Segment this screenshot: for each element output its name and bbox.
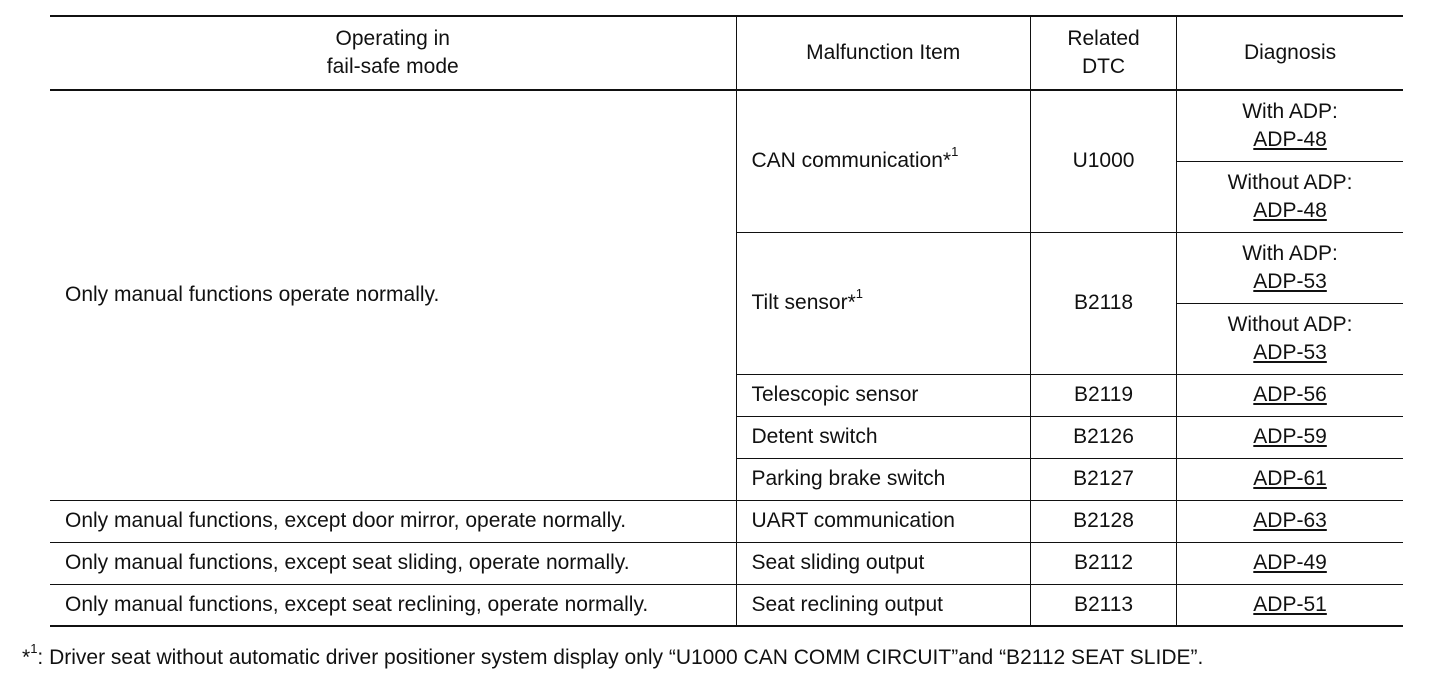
diag-cell-tilt-without-adp: [1177, 303, 1403, 374]
link-adp-49[interactable]: ADP-49: [1253, 551, 1327, 574]
item-cell-detent-switch: Detent switch: [736, 416, 1030, 458]
header-related-dtc-line2: DTC: [1081, 55, 1126, 78]
diag-cell-can-without-adp: [1177, 161, 1403, 232]
diag-cell-tilt-with-adp: [1177, 232, 1403, 303]
item-cell-uart-communication: UART communication: [736, 500, 1030, 542]
diag-cell-uart: [1177, 500, 1403, 542]
item-cell-seat-reclining-output: Seat reclining output: [736, 584, 1030, 626]
header-malfunction-item: Malfunction Item: [736, 16, 1030, 90]
dtc-cell-b2112: B2112: [1030, 542, 1176, 584]
footnote-text: : Driver seat without automatic driver positioner system display only “U1000 CAN COMM CIRCUIT”and “B2112 SEAT SLIDE”.: [37, 646, 1204, 669]
mode-cell-manual-only: Only manual functions operate normally.: [50, 90, 736, 500]
link-adp-53-without[interactable]: ADP-53: [1253, 340, 1327, 364]
item-tilt-text: Tilt sensor*: [751, 291, 856, 314]
header-diagnosis: Diagnosis: [1177, 16, 1403, 90]
table-row: [50, 584, 1403, 626]
link-adp-48-without[interactable]: ADP-48: [1253, 198, 1327, 222]
item-cell-tilt-sensor: [736, 232, 1030, 374]
diag-cell-can-with-adp: [1177, 90, 1403, 161]
diag-cell-detent: [1177, 416, 1403, 458]
header-related-dtc-line1: Related: [1067, 27, 1140, 50]
diag-label-with-adp: With ADP:: [1242, 241, 1338, 265]
header-operating-mode-line1: Operating in: [335, 27, 450, 50]
item-tilt-sup: 1: [855, 286, 863, 301]
link-adp-61[interactable]: ADP-61: [1253, 467, 1327, 490]
table-row: [50, 542, 1403, 584]
header-operating-mode-line2: fail-safe mode: [326, 55, 459, 78]
fail-safe-table: [50, 15, 1403, 627]
link-adp-59[interactable]: ADP-59: [1253, 425, 1327, 448]
footnote-marker: *: [22, 646, 31, 669]
footnote: [22, 641, 1204, 672]
fail-safe-table-container: [50, 15, 1403, 627]
item-can-text: CAN communication*: [751, 149, 952, 173]
header-related-dtc: [1030, 16, 1176, 90]
dtc-cell-b2126: B2126: [1030, 416, 1176, 458]
table-row: [50, 90, 1403, 161]
diag-cell-seat-sliding: [1177, 542, 1403, 584]
mode-cell-except-door-mirror: Only manual functions, except door mirror, operate normally.: [50, 500, 736, 542]
link-adp-56[interactable]: ADP-56: [1253, 383, 1327, 406]
link-adp-53-with[interactable]: ADP-53: [1253, 269, 1327, 293]
item-cell-telescopic-sensor: Telescopic sensor: [736, 374, 1030, 416]
diag-cell-seat-reclining: [1177, 584, 1403, 626]
item-cell-can-communication: [736, 90, 1030, 232]
diag-cell-telescopic: [1177, 374, 1403, 416]
footnote-sup: 1: [30, 641, 38, 656]
dtc-cell-b2113: B2113: [1030, 584, 1176, 626]
dtc-cell-b2128: B2128: [1030, 500, 1176, 542]
diag-label-without-adp: Without ADP:: [1227, 312, 1353, 336]
link-adp-48-with[interactable]: ADP-48: [1253, 127, 1327, 151]
table-row: [50, 500, 1403, 542]
diag-label-without-adp: Without ADP:: [1227, 170, 1353, 194]
dtc-cell-u1000: U1000: [1030, 90, 1176, 232]
link-adp-63[interactable]: ADP-63: [1253, 509, 1327, 532]
link-adp-51[interactable]: ADP-51: [1253, 592, 1327, 616]
item-can-sup: 1: [951, 144, 959, 160]
item-cell-parking-brake-switch: Parking brake switch: [736, 458, 1030, 500]
dtc-cell-b2119: B2119: [1030, 374, 1176, 416]
diag-label-with-adp: With ADP:: [1242, 99, 1338, 123]
dtc-cell-b2127: B2127: [1030, 458, 1176, 500]
item-cell-seat-sliding-output: Seat sliding output: [736, 542, 1030, 584]
diag-cell-parking: [1177, 458, 1403, 500]
dtc-cell-b2118: B2118: [1030, 232, 1176, 374]
header-operating-mode: [50, 16, 736, 90]
mode-cell-except-seat-sliding: Only manual functions, except seat sliding, operate normally.: [50, 542, 736, 584]
table-header-row: [50, 16, 1403, 90]
mode-cell-except-seat-reclining: Only manual functions, except seat reclining, operate normally.: [50, 584, 736, 626]
